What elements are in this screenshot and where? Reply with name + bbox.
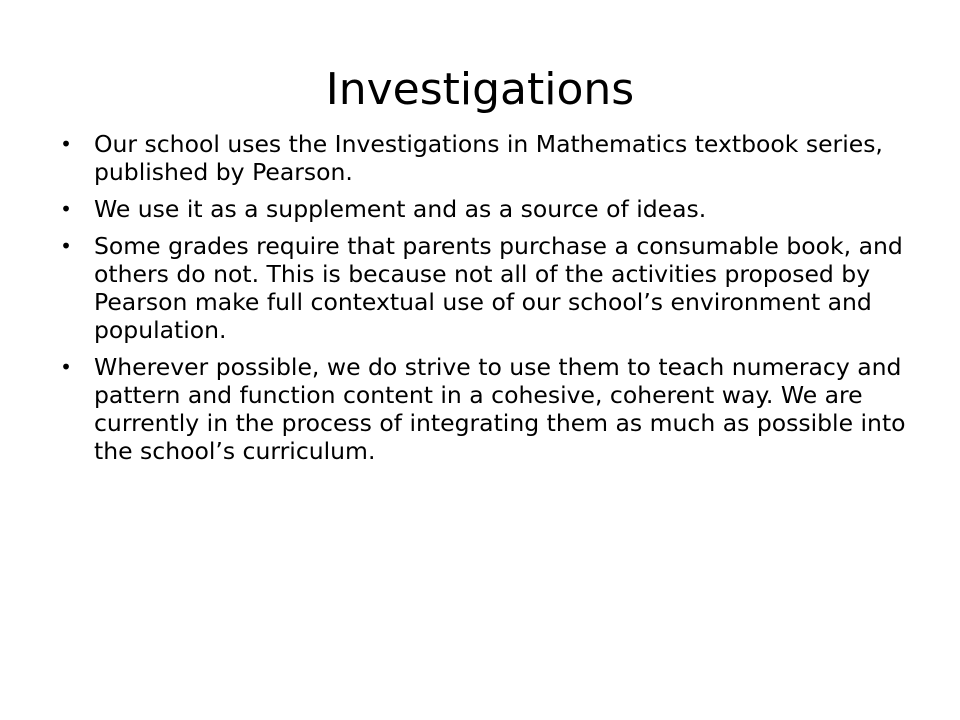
- bullet-item: [58, 130, 918, 186]
- bullet-text: Our school uses the Investigations in Mathematics textbook series, published by Pearson.: [94, 130, 883, 186]
- slide-title: Investigations: [325, 64, 635, 115]
- bullet-icon: •: [60, 132, 72, 156]
- bullet-icon: •: [60, 197, 72, 221]
- bullet-icon: •: [60, 355, 72, 379]
- bullet-text: Wherever possible, we do strive to use them to teach numeracy and pattern and function content in a cohesive, coherent way. We are currently in the process of integrating them as much as possible into the school’s curriculum.: [94, 353, 906, 465]
- bullet-list: [58, 130, 918, 474]
- bullet-text: Some grades require that parents purchase a consumable book, and others do not. This is because not all of the activities proposed by Pearson make full contextual use of our school’s environment and population.: [94, 232, 903, 344]
- bullet-icon: •: [60, 234, 72, 258]
- bullet-item: [58, 353, 918, 465]
- bullet-text: We use it as a supplement and as a source of ideas.: [94, 195, 707, 223]
- bullet-item: [58, 195, 918, 223]
- bullet-item: [58, 232, 918, 344]
